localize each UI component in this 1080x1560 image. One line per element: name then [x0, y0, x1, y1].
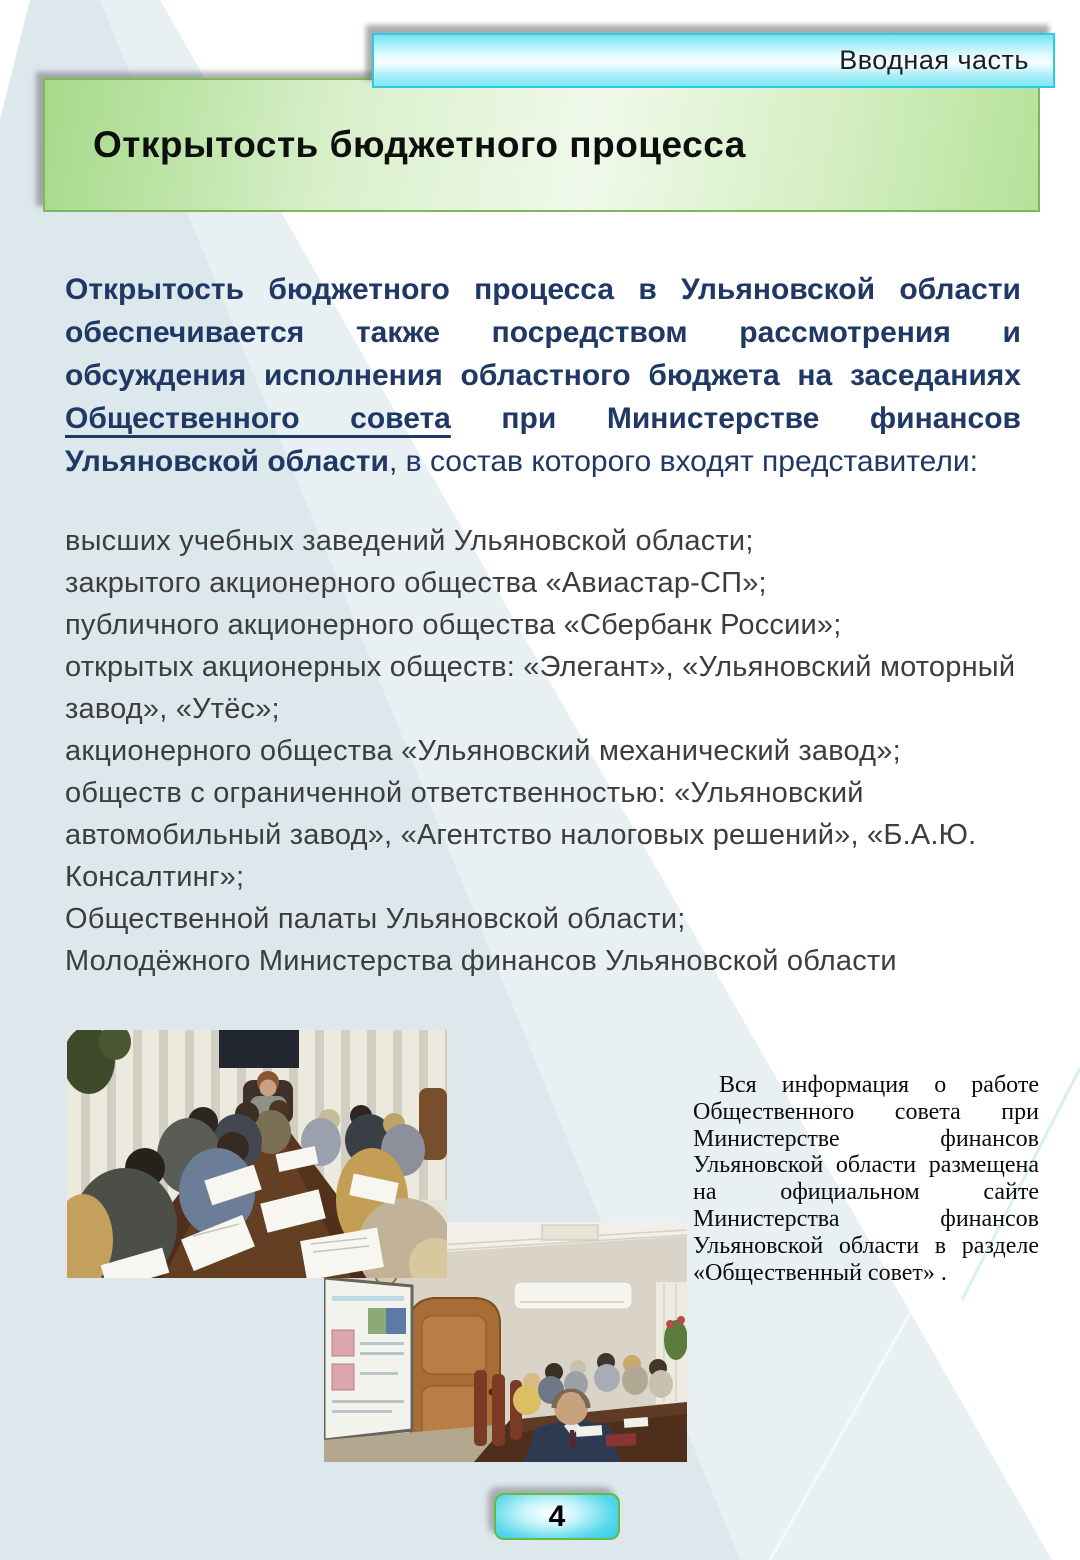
- member-item: Молодёжного Министерства финансов Ульяновской области: [65, 945, 897, 977]
- intro-text-underlined: Общественного совета: [65, 402, 451, 435]
- projector-screen: [324, 1278, 412, 1440]
- ceiling-vent: [542, 1225, 598, 1240]
- air-conditioner: [514, 1282, 632, 1309]
- intro-text-bold: Открытость бюджетного процесса в Ульяновской области обеспечивается также посредством рассмотрения и обсуждения исполнения областного бюджета на заседаниях: [65, 273, 1021, 392]
- photo-meeting-table: [67, 1030, 447, 1278]
- member-item: высших учебных заведений Ульяновской области;: [65, 525, 754, 557]
- member-item: открытых акционерных обществ: «Элегант», «Ульяновский моторный завод», «Утёс»;: [65, 651, 1016, 725]
- page-number-badge: [494, 1493, 620, 1540]
- member-item: обществ с ограниченной ответственностью: «Ульяновский автомобильный завод», «Агентство налоговых решений», «Б.А.Ю. Консалтинг»;: [65, 777, 977, 893]
- page-title: Открытость бюджетного процесса: [93, 124, 746, 165]
- member-item: публичного акционерного общества «Сбербанк России»;: [65, 609, 842, 641]
- members-list: [65, 520, 1023, 982]
- member-item: акционерного общества «Ульяновский механический завод»;: [65, 735, 901, 767]
- intro-paragraph: [65, 268, 1021, 483]
- member-item: Общественной палаты Ульяновской области;: [65, 903, 686, 935]
- intro-text-regular: , в состав которого входят представители:: [389, 445, 978, 478]
- page-number: 4: [548, 1499, 566, 1533]
- title-banner: [43, 78, 1040, 212]
- note-paragraph: Вся информация о работе Общественного совета при Министерстве финансов Ульяновской области размещена на официальном сайте Министерства финансов Ульяновской области в разделе «Общественный совет» .: [693, 1072, 1039, 1286]
- member-item: закрытого акционерного общества «Авиастар-СП»;: [65, 567, 767, 599]
- intro-text-bold-2: при Министерстве финансов Ульяновской области: [65, 402, 1022, 478]
- section-tab-label: Вводная часть: [839, 45, 1029, 75]
- section-tab: [372, 33, 1055, 88]
- tv-screen: [219, 1030, 299, 1068]
